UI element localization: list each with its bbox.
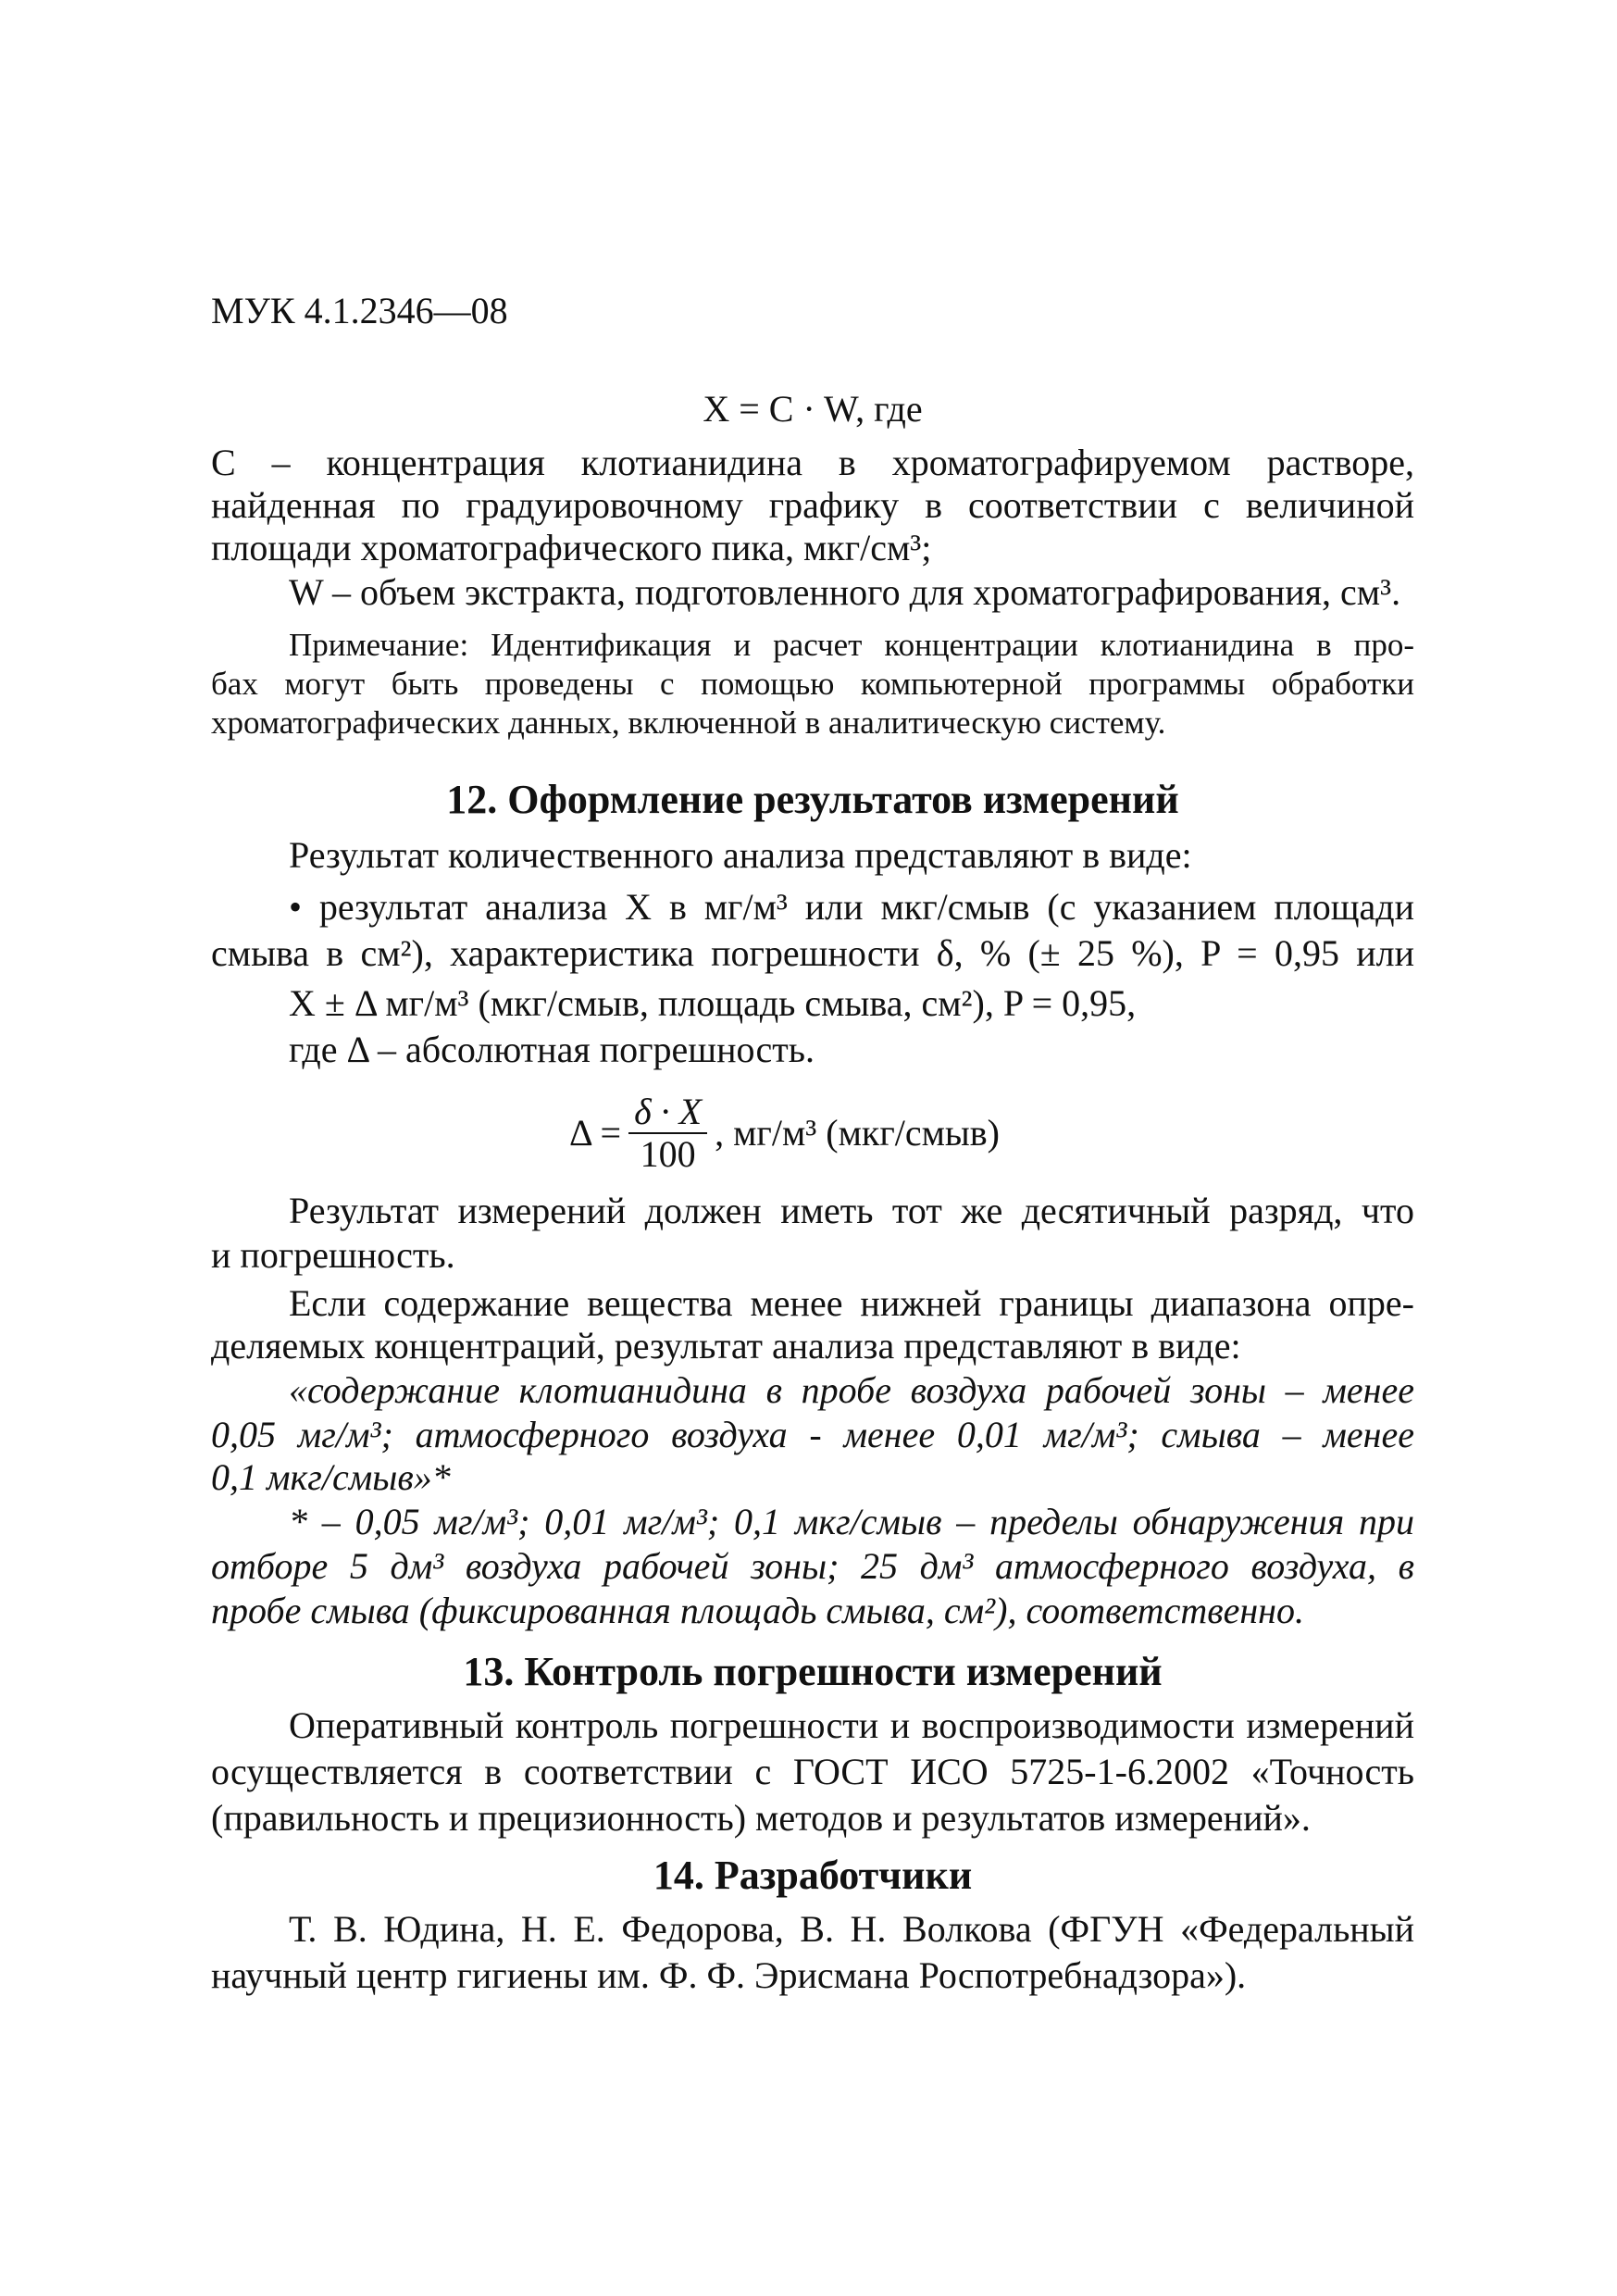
- formula-x-cw: X = C · W, где: [703, 388, 923, 430]
- definition-c-line-2: найденная по градуировочному графику в соответствии с величиной: [211, 484, 1414, 526]
- note-line-3: хроматографических данных, включенной в аналитическую систему.: [211, 705, 1166, 741]
- formula-delta-numerator: δ · X: [628, 1092, 707, 1134]
- section-12-line-5: где Δ – абсолютная погрешность.: [289, 1029, 815, 1070]
- result-format-line-1: «содержание клотианидина в пробе воздуха рабочей зоны – менее: [289, 1369, 1414, 1411]
- section-13-line-3: (правильность и прецизионность) методов и результатов измерений».: [211, 1797, 1311, 1839]
- result-format-line-3: 0,1 мкг/смыв»*: [211, 1456, 451, 1498]
- footnote-line-1: * – 0,05 мг/м³; 0,01 мг/м³; 0,1 мкг/смыв – пределы обнаружения при: [289, 1501, 1414, 1542]
- formula-delta-lhs: Δ =: [569, 1112, 622, 1154]
- section-12-after-line-3: Если содержание вещества менее нижней границы диапазона опре-: [289, 1282, 1414, 1324]
- section-14-line-2: научный центр гигиены им. Ф. Ф. Эрисмана Роспотребнадзора»).: [211, 1954, 1247, 1996]
- footnote-line-2: отборе 5 дм³ воздуха рабочей зоны; 25 дм³ атмосферного воздуха, в: [211, 1545, 1414, 1587]
- formula-delta: [569, 1085, 1236, 1181]
- definition-w: W – объем экстракта, подготовленного для хроматографирования, см³.: [289, 571, 1401, 613]
- definition-c-line-1: С – концентрация клотианидина в хроматографируемом растворе,: [211, 442, 1414, 483]
- formula-delta-units: , мг/м³ (мкг/смыв): [715, 1112, 1000, 1154]
- document-code: МУК 4.1.2346—08: [211, 290, 508, 331]
- section-14-heading: 14. Разработчики: [653, 1853, 973, 1898]
- definition-c-line-3: площади хроматографического пика, мкг/см³;: [211, 527, 932, 568]
- section-13-line-1: Оперативный контроль погрешности и воспроизводимости измерений: [289, 1704, 1414, 1746]
- section-12-line-4: X ± Δ мг/м³ (мкг/смыв, площадь смыва, см²), P = 0,95,: [289, 982, 1137, 1024]
- result-format-line-2: 0,05 мг/м³; атмосферного воздуха - менее 0,01 мг/м³; смыва – менее: [211, 1414, 1414, 1455]
- note-line-1: Примечание: Идентификация и расчет концентрации клотианидина в про-: [289, 627, 1414, 663]
- formula-delta-denominator: 100: [640, 1133, 696, 1175]
- note-line-2: бах могут быть проведены с помощью компьютерной программы обработки: [211, 666, 1414, 702]
- section-12-heading: 12. Оформление результатов измерений: [446, 777, 1179, 822]
- section-12-line-2: • результат анализа X в мг/м³ или мкг/смыв (с указанием площади: [289, 886, 1414, 928]
- formula-delta-fraction: [628, 1092, 707, 1175]
- section-12-after-line-2: и погрешность.: [211, 1234, 455, 1276]
- section-12-after-line-1: Результат измерений должен иметь тот же десятичный разряд, что: [289, 1190, 1414, 1231]
- section-12-line-3: смыва в см²), характеристика погрешности δ, % (± 25 %), P = 0,95 или: [211, 932, 1414, 974]
- section-13-heading: 13. Контроль погрешности измерений: [463, 1649, 1163, 1694]
- section-12-after-line-4: деляемых концентраций, результат анализа представляют в виде:: [211, 1325, 1241, 1366]
- section-12-line-1: Результат количественного анализа представляют в виде:: [289, 834, 1192, 876]
- section-14-line-1: Т. В. Юдина, Н. Е. Федорова, В. Н. Волкова (ФГУН «Федеральный: [289, 1908, 1414, 1950]
- footnote-line-3: пробе смыва (фиксированная площадь смыва, см²), соответственно.: [211, 1590, 1305, 1631]
- section-13-line-2: осуществляется в соответствии с ГОСТ ИСО 5725-1-6.2002 «Точность: [211, 1751, 1414, 1792]
